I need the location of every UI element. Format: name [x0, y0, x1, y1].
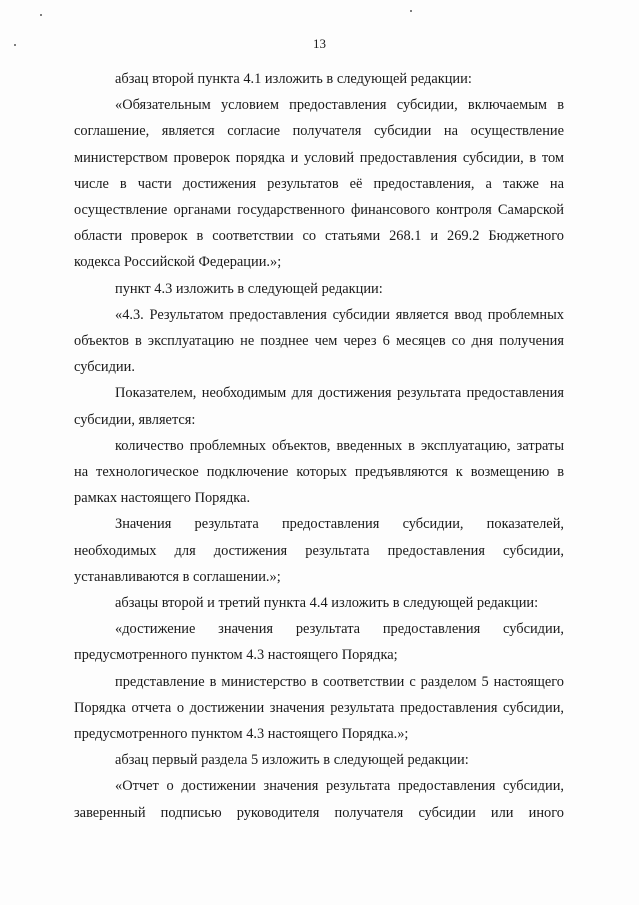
paragraph: «Отчет о достижении значения результата предоставления субсидии, заверенный подписью руководителя получателя субсидии или иного	[74, 778, 564, 821]
paragraph: «достижение значения результата предоставления субсидии, предусмотренного пунктом 4.3 настоящего Порядка;	[74, 621, 564, 664]
paragraph: «Обязательным условием предоставления субсидии, включаемым в соглашение, является согласие получателя субсидии на осуществление министерством проверок порядка и условий предоставления субсидии, в том числе в части достижения результатов её предоставления, а также на осуществление органами государственного финансового контроля Самарской области проверок в соответствии со статьями 268.1 и 269.2 Бюджетного кодекса Российской Федерации.»;	[74, 97, 564, 271]
scan-speck	[410, 10, 412, 12]
page-number: 13	[313, 36, 326, 51]
paragraph: представление в министерство в соответствии с разделом 5 настоящего Порядка отчета о достижении значения результата предоставления субсидии, предусмотренного пунктом 4.3 настоящего Порядка.»;	[74, 673, 564, 743]
scan-speck	[40, 14, 42, 16]
paragraph: Показателем, необходимым для достижения результата предоставления субсидии, является:	[74, 385, 564, 428]
paragraph: Значения результата предоставления субсидии, показателей, необходимых для достижения результата предоставления субсидии, устанавливаются в соглашении.»;	[74, 516, 564, 585]
paragraph: абзац второй пункта 4.1 изложить в следующей редакции:	[115, 71, 472, 87]
paragraph: количество проблемных объектов, введенных в эксплуатацию, затраты на технологическое подключение которых предъявляются к возмещению в рамках настоящего Порядка.	[74, 437, 564, 507]
paragraph: «4.3. Результатом предоставления субсидии является ввод проблемных объектов в эксплуатацию не позднее чем через 6 месяцев со дня получения субсидии.	[74, 306, 564, 376]
paragraph: пункт 4.3 изложить в следующей редакции:	[115, 280, 383, 297]
paragraph: абзац первый раздела 5 изложить в следующей редакции:	[115, 752, 469, 769]
paragraph: абзацы второй и третий пункта 4.4 изложить в следующей редакции:	[115, 595, 539, 612]
document-body	[74, 66, 564, 826]
